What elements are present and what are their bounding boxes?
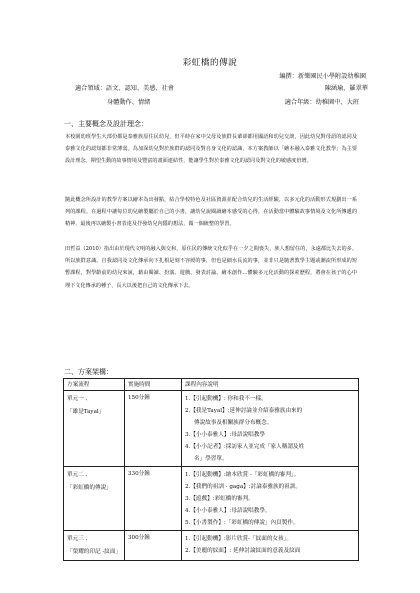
activity-item: 2.【我們的祖訓 - gaga】:討論泰雅族的祖訓。 [185,483,301,490]
unit-cell [64,531,125,561]
unit-cell [64,467,125,531]
unit-number: 單元三 、 [67,535,92,542]
activity-item: 2.【美麗的紋面】: 延伸討論紋面的意義及紋面 [185,547,301,554]
table-header-row [64,379,359,391]
activity-item: 1.【引起動機】:繪本欣賞 -「彩虹橋的審判」。 [185,471,300,478]
activity-item: 1.【引起動機】:影片欣賞-「紋面的女孩」。 [185,535,292,542]
section-heading-framework: 二、方案架構： [64,368,113,376]
activity-item: 4.【小小記者】:採訪家人並完成「家人稱謂及姓 [185,443,305,450]
column-header: 實施時間 [125,379,182,391]
content-cell [182,467,359,531]
time-cell: 300分鐘 [125,531,182,561]
activity-item: 4.【小小泰雅人】:母語說唱教學。 [185,507,271,514]
activity-item-continued: 傳說故事及相關族群分布概念。 [194,419,273,426]
table-row [64,467,359,531]
unit-number: 單元二 、 [67,471,92,478]
curriculum-table [63,378,359,561]
activity-item: 2.【我是Tayal】:延伸討論並介紹泰雅族由來的 [185,407,303,414]
content-cell [182,531,359,561]
applicable-grade: 適合年級：幼稚園中、大班 [284,99,359,106]
unit-cell [64,391,125,467]
table-row [64,531,359,561]
applicable-domains: 適合領域：語文、認知、美感、社會 [75,85,174,92]
table-row [64,391,359,467]
section-heading-concept: 一、主要概念及設計理念： [64,120,148,128]
content-cell [182,391,359,467]
time-cell: 150分鐘 [125,391,182,467]
applicable-domains-continued: 身體動作、情緒 [107,99,151,106]
activity-item: 3.【遊戲】:彩虹橋的審判。 [185,495,254,502]
paragraph: 田哲益（2010）指出由於現代文明的融入與交和，原住民的傳統文化似乎在一夕之間喪失，族人想留住的，永遠都比失去的多。所以族群意識、自我認同及文化傳承向下扎根是刻不容緩的事，但也是細水長流的事，並非只是隨著教學主題或潮流所形成的短暫課程，對學齡前的幼兒來說，藉由閱讀、扮演、遊戲、發表討論、繪本創作…體驗多元化活動的探索歷程，將會在孩子的心中埋下文化傳承的種子，長大以後把自己的文化傳承下去。 [65,246,357,289]
time-cell: 330分鐘 [125,467,182,531]
unit-name: 「彩虹橋的傳說」 [67,484,112,491]
unit-number: 單元一 、 [67,395,92,402]
designer-names: 陳涵瑜、羅翠華 [324,85,368,92]
paragraph: 隨此概念所設計的教學方案以繪本為出發點，結合學校特色及社區資源並配合幼兒的生活經驗，以多元化的活動形式規劃出一系列的課程。在過程中讓每位幼兒繪製屬於自己的小書，讓幼兒說閱讀繪本感受的心得，在活動當中體驗故事情境及文化所傳遞的精神，最後再以繪製小書表達及抒發幼兒內隱的想法，做一個統整的學習。 [65,197,357,228]
unit-name: 「榮耀的印記 -紋面」 [67,548,122,555]
editor-credit: 編撰：新樂園民小學附設幼稚園 [279,73,366,80]
paragraph: 本校園幼班學生大部份都是泰雅族原住民幼兒，但平時在家中父母及族群長輩卻都用國語和幼兒交談，因此幼兒對母語的認同及泰雅文化的認知都非常薄弱。為加深幼兒對於族群的認同及對自身文化的認識，本方案教師以「繪本融入泰雅文化教學」為主要設計理念。期望生動的故事情境及豐富的畫面連結性，能讓學生對於泰雅文化的認同及對文化的敏感度倍增。 [65,134,357,165]
activity-item-continued: 名」學習單。 [194,455,228,462]
document-title: 彩虹橋的傳說 [182,58,238,68]
unit-name: 「雄是Tayal」 [67,408,105,415]
column-header: 方案流程 [64,379,125,391]
column-header: 課程內容說明 [182,379,359,391]
activity-item: 5.【小書製作】:「彩虹橋的傳說」內頁製作。 [185,519,299,526]
activity-item: 1.【引起動機】: 你和我不一樣。 [185,395,267,402]
activity-item: 3.【小小泰雅人】:母語說唱教學 [185,431,265,438]
